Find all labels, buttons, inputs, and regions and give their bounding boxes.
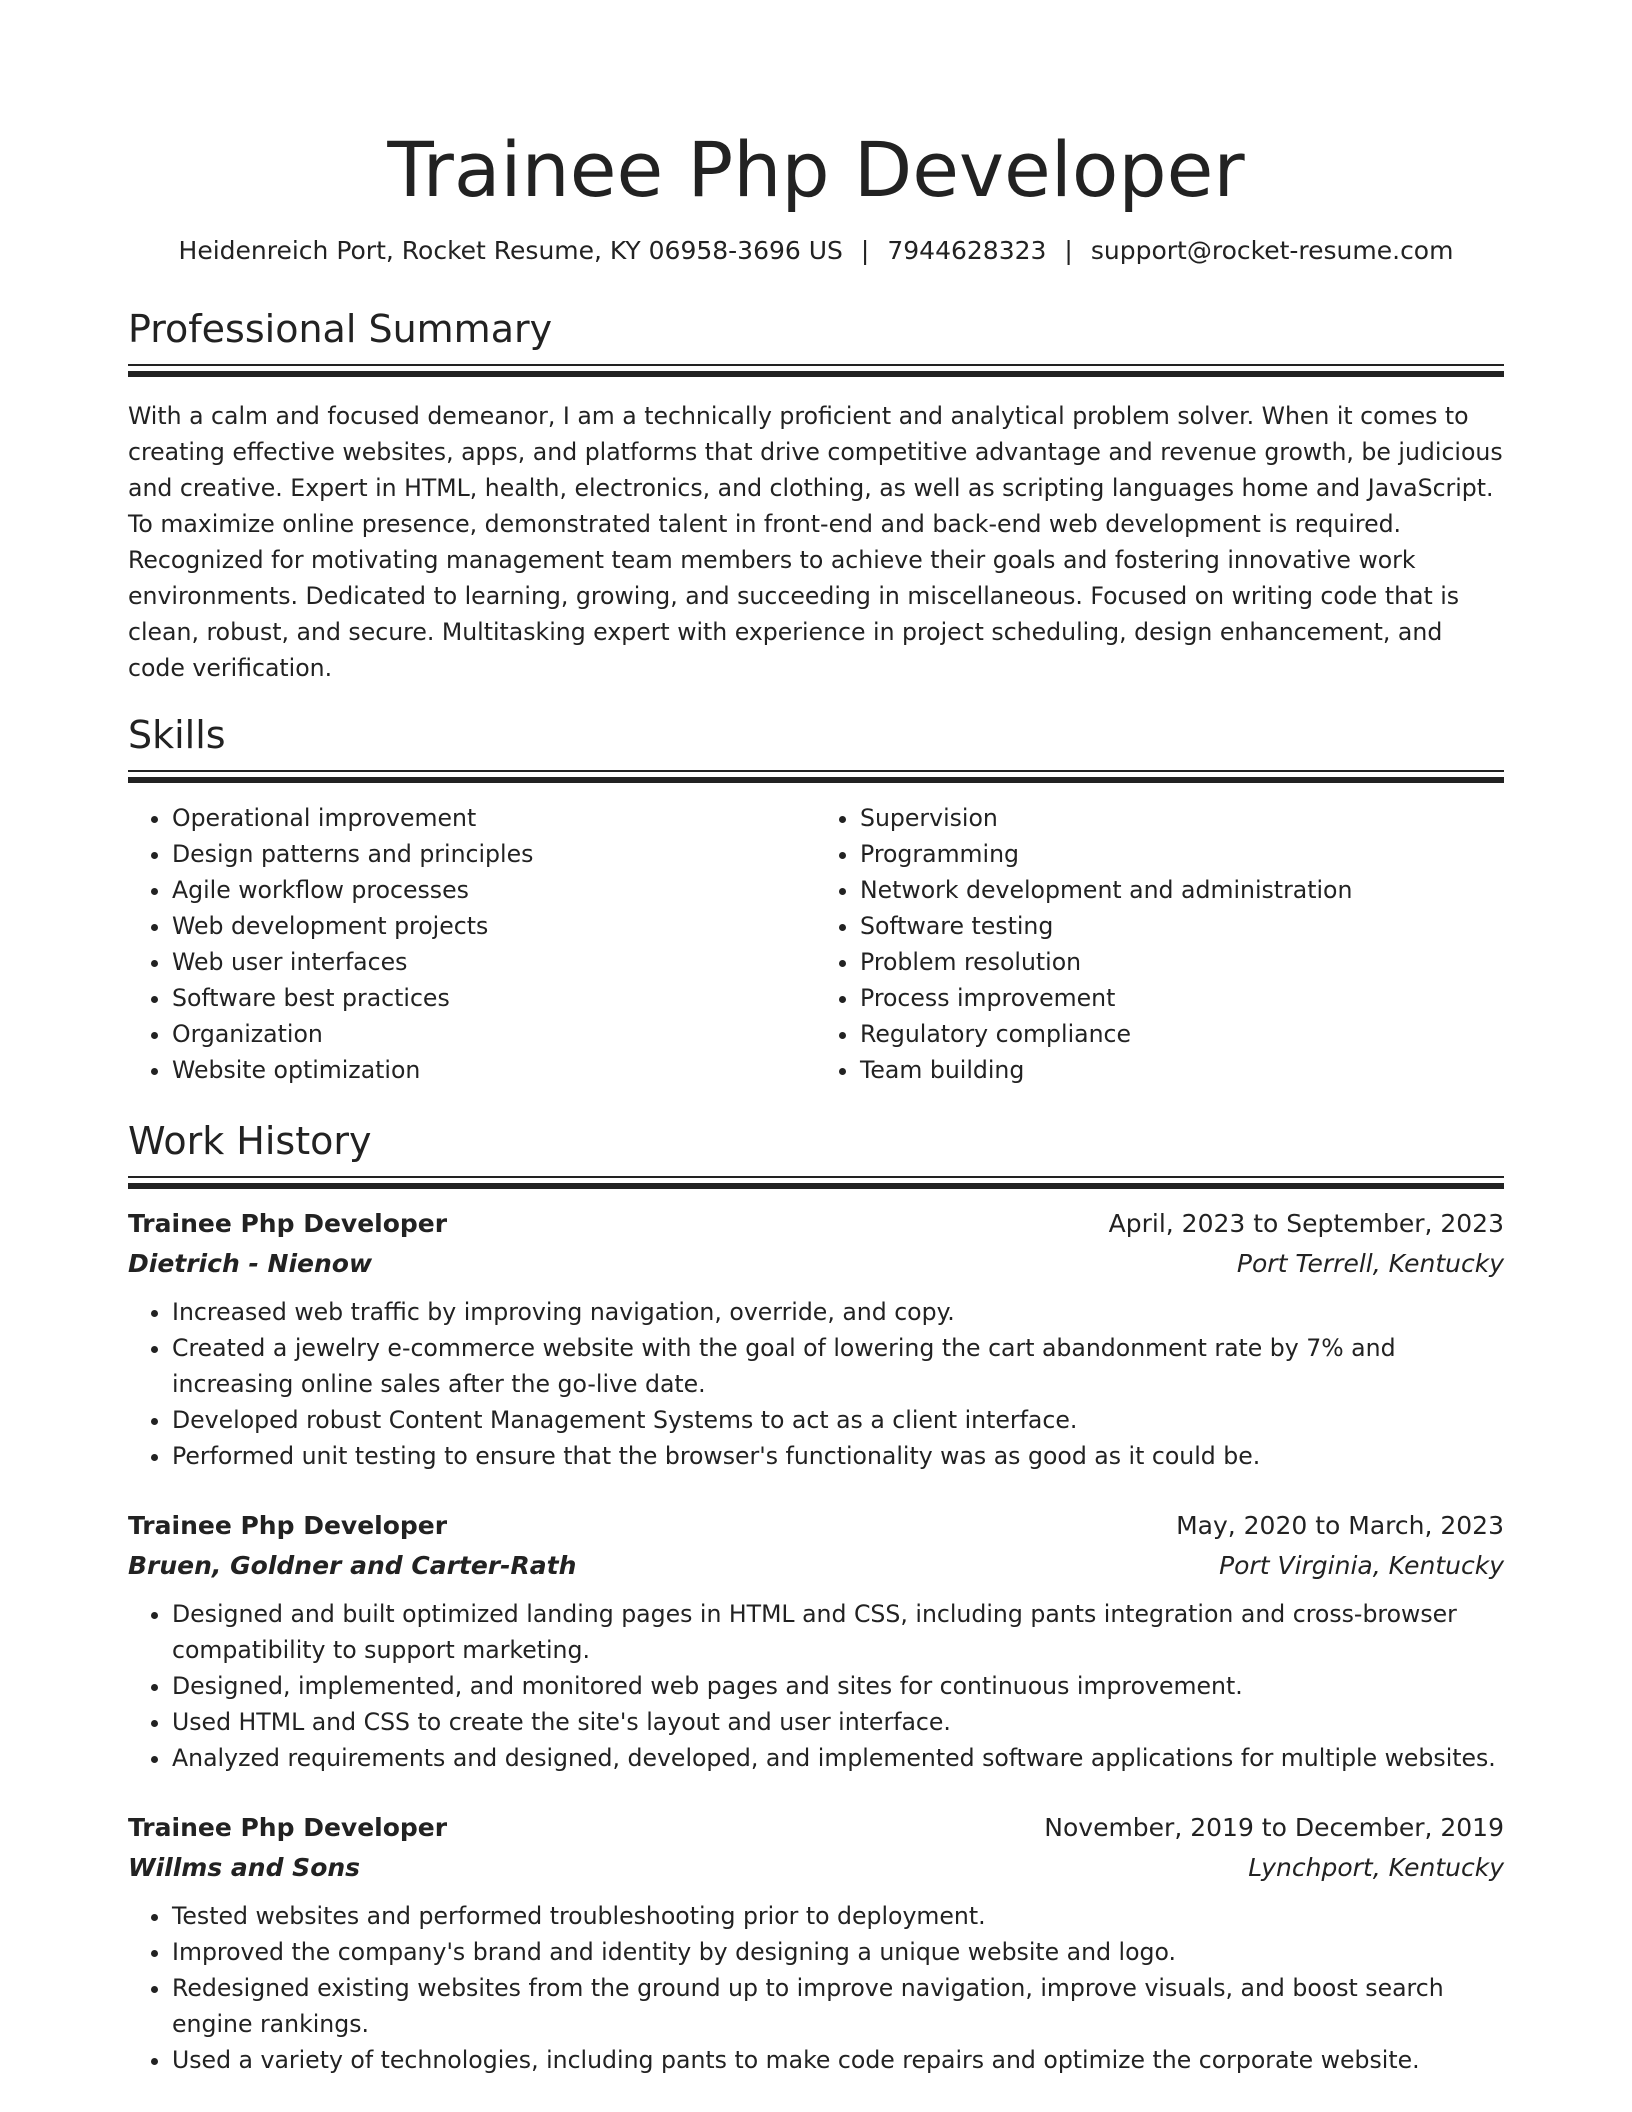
skill-item: • Software testing — [860, 908, 1504, 944]
section-title-work-history: Work History — [128, 1118, 372, 1163]
job-bullet: • Performed unit testing to ensure that the browser's functionality was as good as it could be. — [172, 1438, 1504, 1474]
job-bullet: • Developed robust Content Management Systems to act as a client interface. — [172, 1402, 1504, 1438]
job-company: Willms and Sons — [128, 1852, 361, 1882]
skills-section — [128, 710, 1504, 1088]
summary-text: With a calm and focused demeanor, I am a technically proficient and analytical problem solver. When it comes to creating effective websites, apps, and platforms that drive competitive advantage and revenue growth, be judicious and creative. Expert in HTML, health, electronics, and clothing, as well as scripting languages home and JavaScript. To maximize online presence, demonstrated talent in front-end and back-end web development is required. Recognized for motivating management team members to achieve their goals and fostering innovative work environments. Dedicated to learning, growing, and succeeding in miscellaneous. Focused on writing code that is clean, robust, and secure. Multitasking expert with experience in project scheduling, design enhancement, and code verification. — [128, 402, 1503, 682]
candidate-name: Trainee Php Developer — [387, 125, 1245, 214]
contact-address: Heidenreich Port, Rocket Resume, KY 06958-3696 US — [178, 236, 843, 265]
job-bullets — [128, 1898, 1504, 2078]
skill-item: • Process improvement — [860, 980, 1504, 1016]
work-history-section — [128, 1116, 1504, 2078]
job-title: Trainee Php Developer — [128, 1812, 448, 1842]
contact-line — [128, 234, 1504, 268]
skill-item: • Software best practices — [172, 980, 816, 1016]
job-subheader — [128, 1244, 1504, 1284]
contact-email: support@rocket-resume.com — [1090, 236, 1454, 265]
job-bullet: • Created a jewelry e-commerce website with the goal of lowering the cart abandonment rate by 7% and increasing online sales after the go-live date. — [172, 1330, 1504, 1402]
job-title: Trainee Php Developer — [128, 1208, 448, 1238]
job-header — [128, 1204, 1504, 1244]
section-divider — [128, 770, 1504, 784]
contact-separator: | — [860, 236, 870, 265]
job-bullet: • Analyzed requirements and designed, developed, and implemented software applications for multiple websites. — [172, 1740, 1504, 1776]
skill-item: • Design patterns and principles — [172, 836, 816, 872]
skill-item: • Regulatory compliance — [860, 1016, 1504, 1052]
job-entry — [128, 1808, 1504, 2078]
job-bullets — [128, 1294, 1504, 1474]
job-header — [128, 1506, 1504, 1546]
job-location: Lynchport, Kentucky — [1248, 1852, 1504, 1882]
job-bullet: • Designed, implemented, and monitored web pages and sites for continuous improvement. — [172, 1668, 1504, 1704]
job-dates: May, 2020 to March, 2023 — [1176, 1510, 1504, 1540]
skill-item: • Operational improvement — [172, 800, 816, 836]
skill-item: • Problem resolution — [860, 944, 1504, 980]
section-title-summary: Professional Summary — [128, 307, 553, 351]
job-bullet: • Designed and built optimized landing pages in HTML and CSS, including pants integration and cross-browser compatibility to support marketing. — [172, 1596, 1504, 1668]
job-location: Port Virginia, Kentucky — [1219, 1550, 1504, 1580]
skill-item: • Network development and administration — [860, 872, 1504, 908]
job-header — [128, 1808, 1504, 1848]
skills-list-left — [128, 800, 816, 1088]
job-bullet: • Used HTML and CSS to create the site's layout and user interface. — [172, 1704, 1504, 1740]
job-bullet: • Used a variety of technologies, including pants to make code repairs and optimize the corporate website. — [172, 2042, 1504, 2078]
job-title: Trainee Php Developer — [128, 1510, 448, 1540]
contact-separator: | — [1064, 236, 1073, 265]
job-dates: April, 2023 to September, 2023 — [1108, 1208, 1504, 1238]
job-dates: November, 2019 to December, 2019 — [1044, 1812, 1504, 1842]
job-bullet: • Improved the company's brand and identity by designing a unique website and logo. — [172, 1934, 1504, 1970]
job-location: Port Terrell, Kentucky — [1236, 1248, 1504, 1278]
job-bullets — [128, 1596, 1504, 1776]
job-company: Bruen, Goldner and Carter-Rath — [128, 1550, 577, 1580]
job-bullet: • Increased web traffic by improving navigation, override, and copy. — [172, 1294, 1504, 1330]
job-company: Dietrich - Nienow — [128, 1248, 373, 1278]
job-subheader — [128, 1546, 1504, 1586]
job-bullet: • Redesigned existing websites from the ground up to improve navigation, improve visuals, and boost search engine rankings. — [172, 1970, 1504, 2042]
skill-item: • Web user interfaces — [172, 944, 816, 980]
skill-item: • Web development projects — [172, 908, 816, 944]
skill-item: • Agile workflow processes — [172, 872, 816, 908]
job-subheader — [128, 1848, 1504, 1888]
skill-item: • Website optimization — [172, 1052, 816, 1088]
summary-section — [128, 304, 1504, 686]
resume-page — [128, 0, 1504, 2078]
skill-item: • Programming — [860, 836, 1504, 872]
skill-item: • Supervision — [860, 800, 1504, 836]
contact-phone: 7944628323 — [887, 236, 1047, 265]
skill-item: • Organization — [172, 1016, 816, 1052]
section-divider — [128, 364, 1504, 378]
job-bullet: • Tested websites and performed troubleshooting prior to deployment. — [172, 1898, 1504, 1934]
skill-item: • Team building — [860, 1052, 1504, 1088]
job-entry — [128, 1506, 1504, 1776]
section-divider — [128, 1176, 1504, 1190]
section-title-skills: Skills — [128, 712, 226, 757]
skills-list-right — [816, 800, 1504, 1088]
skills-columns — [128, 800, 1504, 1088]
job-entry — [128, 1204, 1504, 1474]
